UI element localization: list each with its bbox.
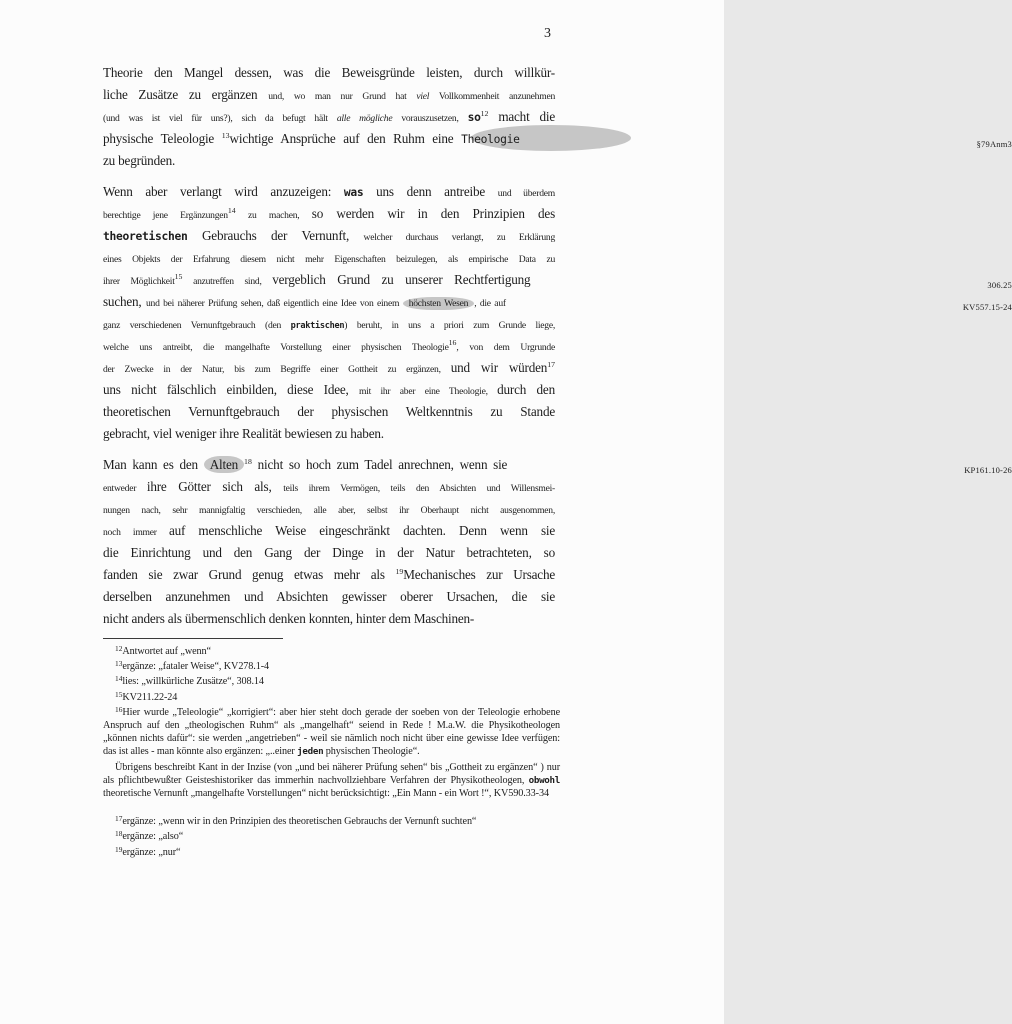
highlighted-text: höchsten Wesen <box>403 297 475 310</box>
text-line <box>103 247 555 269</box>
page-number: 3 <box>544 26 551 41</box>
text-run: nicht anders als übermenschlich denken konnten, hinter dem Maschinen- <box>103 611 475 626</box>
text-line <box>103 84 555 106</box>
text-line <box>103 379 555 401</box>
margin-note: §79Anm3 <box>976 139 1012 149</box>
text-run: Vollkommenheit anzunehmen <box>429 91 555 102</box>
footnote-number: 13 <box>115 659 123 669</box>
text-run: so <box>467 111 481 124</box>
footnote <box>103 675 560 688</box>
text-run: Theologie <box>461 133 520 146</box>
text-run: ihrer Möglichkeit <box>103 276 175 287</box>
text-run: der Zwecke in der Natur, bis zum Begriffe einer Gottheit zu ergänzen, <box>103 364 451 375</box>
text-run: teils ihrem Vermögen, teils den Absichten und Willensmei- <box>283 483 556 494</box>
highlighted-text: Alten <box>204 456 244 473</box>
text-run: lies: „willkürliche Zusätze“, 308.14 <box>122 676 264 688</box>
text-run: theoretische Vernunft „mangelhafte Vorstellungen“ nicht berücksichtigt: „Ein Mann - ein Wort !“, KV590.33-34 <box>103 788 549 800</box>
text-line <box>103 128 1012 150</box>
text-run: Gebrauchs der Vernunft, <box>187 228 364 243</box>
text-line <box>103 357 555 379</box>
text-line <box>103 564 555 586</box>
text-run: wichtige Ansprüche auf den Ruhm eine <box>229 131 462 146</box>
text-run: , die auf <box>474 298 506 309</box>
footnote-ref: 12 <box>480 109 489 118</box>
text-run: theoretischen <box>103 230 188 243</box>
text-run: Übrigens beschreibt Kant in der Inzise (von „und bei näherer Prüfung sehen“ bis „Gottheit zu ergänzen“ ) nur als pflichtbewußter Geisteshistoriker das immerhin nachvollziehbare Verfahren der Physikotheologen, <box>103 761 560 786</box>
text-run: gebracht, viel weniger ihre Realität bewiesen zu haben. <box>103 426 384 441</box>
text-run: jeden <box>297 746 324 758</box>
text-line <box>103 225 555 247</box>
text-run: vorauszusetzen, <box>392 113 468 124</box>
footnote <box>103 691 560 704</box>
paragraph <box>103 454 1012 630</box>
text-run: Man kann es den <box>103 457 204 472</box>
text-line <box>103 608 555 630</box>
text-run: , von dem Urgrunde <box>456 342 555 353</box>
text-run: berechtige jene Ergänzungen <box>103 210 228 221</box>
text-line <box>103 586 555 608</box>
text-run: und überdem <box>497 188 555 199</box>
text-run: praktischen <box>290 321 345 331</box>
text-run: Mechanisches zur Ursache <box>403 567 555 582</box>
text-run: so werden wir in den Prinzipien des <box>311 206 556 221</box>
text-run: mit ihr aber eine Theologie, <box>359 386 498 397</box>
text-run: KV211.22-24 <box>122 691 178 703</box>
text-run: derselben anzunehmen und Absichten gewisser oberer Ursachen, die sie <box>103 589 555 604</box>
text-run: Hier wurde „Teleologie“ „korrigiert“: aber hier steht doch gerade der soeben von der Teleologie erhobene Anspruch auf den „theologischen Ruhm“ als „mangelhaft“ seiend in Rede ! M.a.W. die Physikotheologen „können nichts dafür“: sie werden „angetrieben“ - weil sie nämlich noch nicht über eine gewisse Idee verfügen: das ist alles - man könnte also ergänzen: „..einer <box>103 706 560 758</box>
text-run: physischen Theologie“. <box>323 746 420 758</box>
text-run: ihre Götter sich als, <box>146 479 284 494</box>
text-line <box>103 181 555 203</box>
footnote-ref: 13 <box>221 131 230 140</box>
text-run: ergänze: „also“ <box>122 831 184 843</box>
text-run: zu begründen. <box>103 153 176 168</box>
footnote <box>103 761 560 801</box>
text-run: uns nicht fälschlich einbilden, diese Idee, <box>103 382 359 397</box>
text-run: und wir würden <box>450 360 548 375</box>
footnote-ref: 16 <box>448 338 457 347</box>
footnote <box>103 815 560 828</box>
footnote-ref: 17 <box>547 360 555 369</box>
text-line <box>103 335 555 357</box>
text-run: welcher durchaus verlangt, zu Erklärung <box>363 232 555 243</box>
footnote-block <box>103 638 560 861</box>
text-line <box>103 401 555 423</box>
footnote-number: 14 <box>115 674 123 684</box>
paragraph <box>103 181 1012 445</box>
footnote <box>103 830 560 843</box>
text-run: ergänze: „fataler Weise“, KV278.1-4 <box>122 661 270 673</box>
text-run: entweder <box>103 483 147 494</box>
text-line <box>103 291 1012 313</box>
text-run: Theorie den Mangel dessen, was die Beweisgründe leisten, durch willkür- <box>103 65 555 80</box>
footnote-number: 19 <box>115 844 123 854</box>
text-run: ganz verschiedenen Vernunftgebrauch (den <box>103 320 291 331</box>
text-line <box>103 423 555 445</box>
text-line <box>103 313 555 335</box>
margin-note: KP161.10-26 <box>964 465 1012 475</box>
text-line <box>103 542 555 564</box>
text-run: die Einrichtung und den Gang der Dinge in der Natur betrachteten, so <box>103 545 555 560</box>
text-run: alle mögliche <box>336 113 393 124</box>
text-run: ergänze: „nur“ <box>122 846 181 858</box>
footnote <box>103 645 560 658</box>
footnote <box>103 660 560 673</box>
text-run: ) beruht, in uns a priori zum Grunde liege, <box>344 320 556 331</box>
text-run: noch immer <box>103 527 169 538</box>
text-run: (und was ist viel für uns?), sich da befugt hält <box>103 113 337 124</box>
text-run: Wenn aber verlangt wird anzuzeigen: <box>103 184 344 199</box>
text-run: obwohl <box>528 774 560 786</box>
text-run: theoretischen Vernunftgebrauch der physischen Weltkenntnis zu Stande <box>103 404 555 419</box>
text-run: nungen nach, sehr mannigfaltig verschieden, alle aber, selbst ihr Oberhaupt nicht ausgenommen, <box>103 505 555 516</box>
footnote-number: 16 <box>115 704 123 714</box>
text-run: uns denn antreibe <box>363 184 498 199</box>
text-line <box>103 498 555 520</box>
footnote <box>103 846 560 859</box>
text-run: suchen, <box>103 294 146 309</box>
text-run: macht die <box>488 109 555 124</box>
text-run: liche Zusätze zu ergänzen <box>103 87 269 102</box>
text-line <box>103 62 555 84</box>
text-run: was <box>343 186 364 199</box>
text-line <box>103 269 1012 291</box>
paragraph <box>103 62 1012 172</box>
text-line <box>103 203 555 225</box>
text-run: viel <box>416 91 430 102</box>
text-line <box>103 150 555 172</box>
text-run: welche uns antreibt, die mangelhafte Vorstellung einer physischen Theologie <box>103 342 449 353</box>
margin-note: KV557.15-24 <box>962 302 1012 312</box>
text-run: fanden sie zwar Grund genug etwas mehr als <box>103 567 396 582</box>
text-line <box>103 454 1012 476</box>
text-line <box>103 106 555 128</box>
text-run: ergänze: „wenn wir in den Prinzipien des theoretischen Gebrauchs der Vernunft suchten“ <box>122 816 477 828</box>
footnote-number: 18 <box>115 829 123 839</box>
text-run: und bei näherer Prüfung sehen, daß eigentlich eine Idee von einem <box>145 298 403 309</box>
footnote <box>103 706 560 759</box>
text-run: vergeblich Grund zu unserer Rechtfertigung <box>272 272 531 287</box>
text-line <box>103 520 555 542</box>
footnote-number: 15 <box>115 689 123 699</box>
text-run: physische Teleologie <box>103 131 222 146</box>
margin-note: 306.25 <box>987 280 1012 290</box>
footnote-ref: 14 <box>227 206 236 215</box>
text-run: durch den <box>497 382 555 397</box>
text-run: anzutreffen sind, <box>182 276 273 287</box>
text-run: und, wo man nur Grund hat <box>268 91 417 102</box>
footnote-ref: 18 <box>244 457 252 466</box>
text-run: eines Objekts der Erfahrung diesem nicht mehr Eigenschaften beizulegen, als empirische Data zu <box>103 254 555 265</box>
footnote-ref: 15 <box>174 272 183 281</box>
footnote-number: 12 <box>115 644 123 653</box>
text-run: zu machen, <box>235 210 312 221</box>
text-run: nicht so hoch zum Tadel anrechnen, wenn sie <box>251 457 508 472</box>
footnote-number: 17 <box>115 814 123 824</box>
text-run: auf menschliche Weise eingeschränkt dachten. Denn wenn sie <box>168 523 555 538</box>
footnote-ref: 19 <box>395 567 404 576</box>
text-run: Antwortet auf „wenn“ <box>122 646 211 657</box>
main-text-block <box>103 62 1012 639</box>
text-line <box>103 476 555 498</box>
footnote-rule <box>103 638 283 639</box>
